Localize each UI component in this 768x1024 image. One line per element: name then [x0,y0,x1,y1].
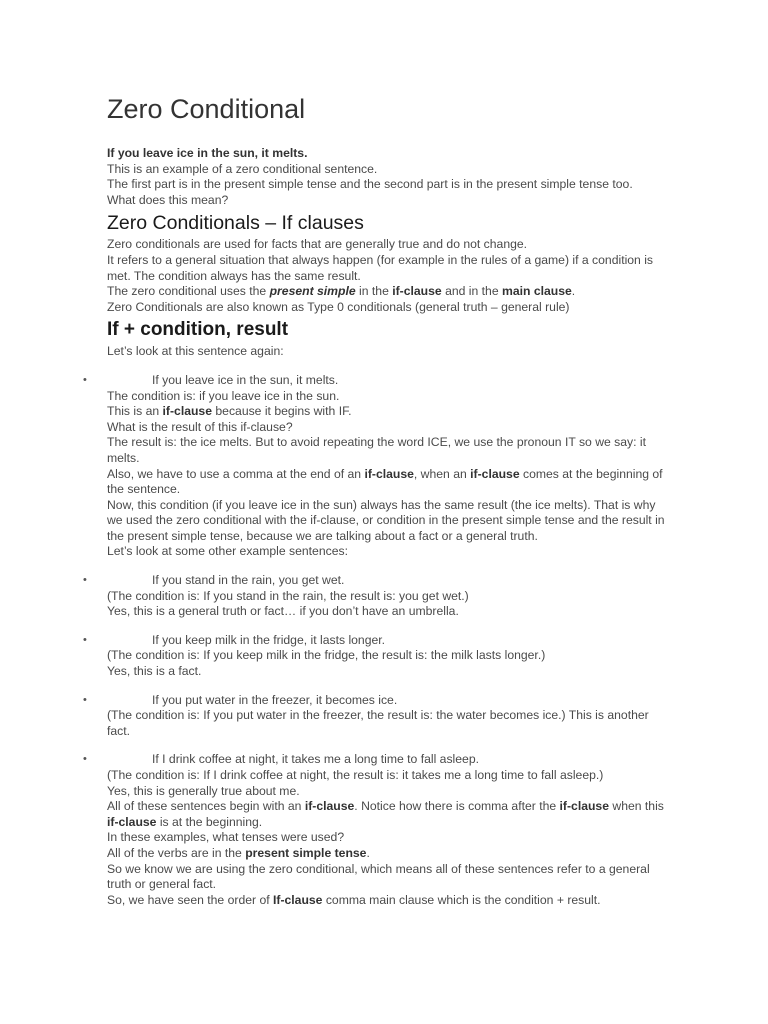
text-run: . [366,845,370,860]
text-run: So, we have seen the order of [107,892,273,907]
bullet-icon: • [83,633,87,646]
bullet-icon: • [83,693,87,706]
example-sentence: If I drink coffee at night, it takes me a long time to fall asleep. [152,752,479,767]
example-sentence: If you put water in the freezer, it becomes ice. [152,692,398,707]
intro-line: What does this mean? [107,192,229,207]
paragraph-line: Let’s look at some other example sentences: [107,544,348,559]
emphasis-if-clause: if-clause [392,284,442,299]
text-run: when this [609,799,664,814]
text-run: Also, we have to use a comma at the end of an [107,466,365,481]
bullet-icon: • [83,753,87,766]
intro-example: If you leave ice in the sun, it melts. [107,146,308,160]
text-run: because it begins with IF. [212,404,352,419]
emphasis-if-clause: If-clause [273,892,323,907]
text-run: and in the [441,284,502,299]
paragraph-line: The condition is: if you leave ice in the sun. [107,388,340,403]
paragraph-line [107,846,667,862]
section-heading-if-clauses: Zero Conditionals – If clauses [107,212,364,235]
text-run: is at the beginning. [156,814,263,829]
bullet-icon: • [83,373,87,386]
document-page [83,92,667,908]
list-item [83,573,667,620]
paragraph-line: What is the result of this if-clause? [107,419,293,434]
paragraph-line: In these examples, what tenses were used? [107,830,345,845]
text-run: in the [355,284,393,299]
intro-section [107,146,667,208]
example-sentence: If you stand in the rain, you get wet. [152,573,345,588]
paragraph-line [107,467,667,498]
page-title: Zero Conditional [107,94,306,124]
section-if-clauses [107,237,667,315]
bullet-icon: • [83,574,87,587]
emphasis-if-clause: if-clause [107,814,157,829]
paragraph-line: (The condition is: If I drink coffee at night, the result is: it takes me a long time to fall asleep.) [107,768,604,782]
paragraph-line: It refers to a general situation that always happen (for example in the rules of a game) if a condition is met. The condition always has the same result. [107,252,654,283]
text-run: All of the verbs are in the [107,845,246,860]
paragraph-line: Zero conditionals are used for facts that are generally true and do not change. [107,237,528,252]
paragraph-line: (The condition is: If you keep milk in the fridge, the result is: the milk lasts longer.) [107,648,546,663]
text-run: comes at the beginning of the sentence. [107,466,663,497]
example-sentence: If you keep milk in the fridge, it lasts longer. [152,632,386,647]
list-item [83,752,667,908]
emphasis-main-clause: main clause [502,284,572,299]
paragraph-line [107,284,667,300]
emphasis-if-clause: if-clause [364,466,414,481]
paragraph-line: (The condition is: If you put water in the freezer, the result is: the water becomes ice.) This is another fact. [107,708,649,738]
emphasis-if-clause: if-clause [304,799,355,814]
text-run: The zero conditional uses the [107,284,270,299]
emphasis-present-simple-tense: present simple tense [245,845,367,860]
paragraph-line: Let’s look at this sentence again: [107,344,284,359]
list-item [83,372,667,560]
emphasis-present-simple: present simple [269,284,356,299]
paragraph-line: Yes, this is a general truth or fact… if you don’t have an umbrella. [107,604,459,619]
paragraph-line: Yes, this is a fact. [107,664,202,679]
paragraph-line [107,799,667,830]
text-run: All of these sentences begin with an [107,799,305,814]
paragraph-line [107,404,667,420]
text-run: comma main clause which is the condition + result. [322,892,601,907]
intro-line: The first part is in the present simple tense and the second part is in the present simple tense too. [107,177,633,192]
paragraph-line [107,893,667,909]
text-run: This is an [107,404,163,419]
emphasis-if-clause: if-clause [162,404,212,419]
paragraph-line: Now, this condition (if you leave ice in the sun) always has the same result (the ice melts). That is why we used the zero conditional with the if-clause, or condition in the present simple tense and the result in the present simple tense, because we are talking about a fact or a general truth. [107,497,665,543]
paragraph-line: (The condition is: If you stand in the rain, the result is: you get wet.) [107,588,469,603]
paragraph-line: Yes, this is generally true about me. [107,783,300,798]
paragraph-line: So we know we are using the zero conditional, which means all of these sentences refer to a general truth or general fact. [107,861,650,892]
list-item [83,632,667,680]
example-sentence: If you leave ice in the sun, it melts. [152,372,339,387]
section-heading-condition-result: If + condition, result [107,319,289,341]
paragraph-line: Zero Conditionals are also known as Type 0 conditionals (general truth – general rule) [107,299,570,314]
paragraph-line: The result is: the ice melts. But to avoid repeating the word ICE, we use the pronoun IT so we say: it melts. [107,435,647,465]
emphasis-if-clause: if-clause [559,799,609,814]
text-run: . [571,284,576,299]
text-run: , when an [413,466,471,481]
emphasis-if-clause: if-clause [470,466,520,481]
list-item [83,692,667,740]
text-run: . Notice how there is comma after the [354,799,560,814]
intro-line: This is an example of a zero conditional sentence. [107,161,378,176]
